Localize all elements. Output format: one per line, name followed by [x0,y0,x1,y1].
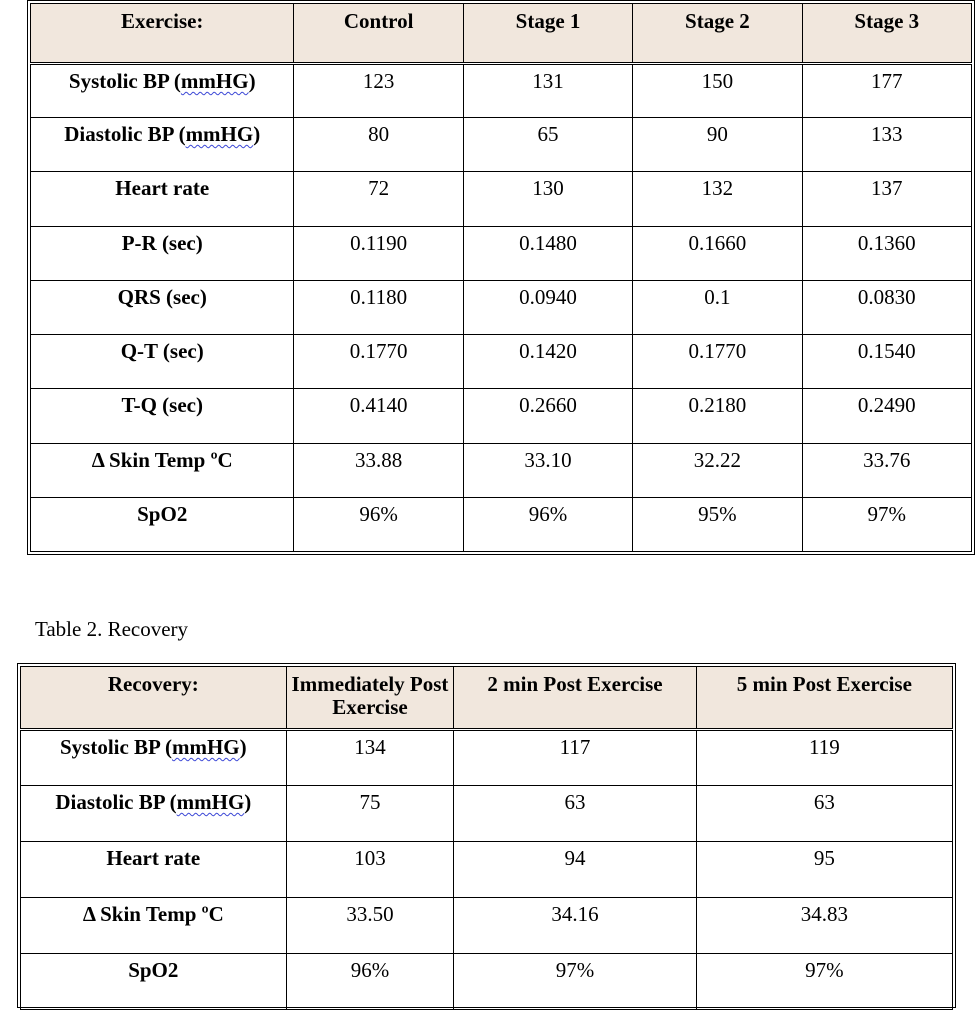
exercise-table [27,0,975,555]
table-cell: 94 [454,842,696,898]
table-cell: 0.1480 [463,226,632,280]
table-cell: 97% [454,954,696,1010]
table-cell: 0.1660 [633,226,802,280]
row-label-text: Δ Skin Temp ºC [91,447,233,472]
row-label-text: Diastolic BP ( [64,122,186,147]
row-label-text: Q-T (sec) [120,339,204,364]
table-row [31,64,972,118]
table-row [31,172,972,226]
row-label-text: Heart rate [106,846,201,870]
table-cell: 0.1540 [802,335,971,389]
table-cell: 0.0830 [802,280,971,334]
table-cell: 0.1770 [294,335,463,389]
table-row [31,335,972,389]
header-stage-2: Stage 2 [633,4,802,64]
table-cell: 65 [463,118,632,172]
row-label [31,118,294,172]
header-2-min-post-exercise: 2 min Post Exercise [454,667,696,730]
table-cell: 97% [802,497,971,551]
table-caption: Table 2. Recovery [35,617,189,641]
table-cell: 0.1190 [294,226,463,280]
row-label-text: Diastolic BP ( [55,790,177,814]
row-label-text: SpO2 [128,958,179,982]
table-cell: 177 [802,64,971,118]
table-cell: 33.50 [286,898,454,954]
table-cell: 0.2180 [633,389,802,443]
header-control: Control [294,4,463,64]
table-cell: 0.1180 [294,280,463,334]
table-cell: 32.22 [633,443,802,497]
row-label-suffix: ) [253,122,261,147]
row-label [31,335,294,389]
table-cell: 97% [696,954,952,1010]
table-row [21,842,953,898]
header-immediately-post-exercise: Immediately Post Exercise [286,667,454,730]
row-label [21,786,287,842]
row-label [31,389,294,443]
table-cell: 117 [454,730,696,786]
table-cell: 95 [696,842,952,898]
table-row [31,118,972,172]
table-row [21,730,953,786]
row-label [31,172,294,226]
row-label-suffix: ) [244,790,252,814]
table-cell: 132 [633,172,802,226]
row-label [21,842,287,898]
table-cell: 33.76 [802,443,971,497]
table-cell: 0.2490 [802,389,971,443]
table-cell: 131 [463,64,632,118]
table-cell: 0.1770 [633,335,802,389]
row-label-text: SpO2 [137,501,188,526]
table-cell: 90 [633,118,802,172]
table-cell: 33.88 [294,443,463,497]
row-label-suffix: ) [239,735,247,759]
row-label [31,443,294,497]
header-stage-1: Stage 1 [463,4,632,64]
table-cell: 0.1360 [802,226,971,280]
header-recovery: Recovery: [21,667,287,730]
table-cell: 34.16 [454,898,696,954]
row-label-text: Heart rate [115,176,210,201]
table-row [31,497,972,551]
row-label [21,954,287,1010]
row-label [21,898,287,954]
row-label-text: P-R (sec) [121,230,203,255]
table-cell: 0.0940 [463,280,632,334]
row-label-text: Δ Skin Temp ºC [82,902,224,926]
row-label [31,64,294,118]
table-cell: 72 [294,172,463,226]
table-cell: 96% [294,497,463,551]
row-label-text: QRS (sec) [117,284,207,309]
table-cell: 137 [802,172,971,226]
table-cell: 133 [802,118,971,172]
table-row [21,954,953,1010]
row-label-unit: mmHG [171,735,240,759]
row-label-unit: mmHG [180,69,249,93]
header-5-min-post-exercise: 5 min Post Exercise [696,667,952,730]
table-cell: 0.1 [633,280,802,334]
table-cell: 0.4140 [294,389,463,443]
row-label [31,226,294,280]
table-row [31,443,972,497]
table-row [21,786,953,842]
row-label-unit: mmHG [185,122,254,147]
table-cell: 75 [286,786,454,842]
row-label-text: T-Q (sec) [121,393,203,418]
table-cell: 0.1420 [463,335,632,389]
header-stage-3: Stage 3 [802,4,971,64]
table-cell: 130 [463,172,632,226]
row-label-text: Systolic BP ( [59,735,172,759]
table-cell: 95% [633,497,802,551]
table-cell: 34.83 [696,898,952,954]
table-cell: 63 [454,786,696,842]
row-label-suffix: ) [248,69,256,93]
table-cell: 119 [696,730,952,786]
row-label [31,280,294,334]
table-row [31,226,972,280]
header-exercise: Exercise: [31,4,294,64]
table-cell: 33.10 [463,443,632,497]
row-label [31,497,294,551]
table-cell: 150 [633,64,802,118]
table-cell: 63 [696,786,952,842]
table-cell: 96% [463,497,632,551]
table-cell: 134 [286,730,454,786]
table-cell: 96% [286,954,454,1010]
table-cell: 0.2660 [463,389,632,443]
row-label [21,730,287,786]
table-cell: 80 [294,118,463,172]
table-cell: 103 [286,842,454,898]
table-row [31,280,972,334]
row-label-text: Systolic BP ( [68,69,181,93]
table-cell: 123 [294,64,463,118]
table-row [31,389,972,443]
row-label-unit: mmHG [176,790,245,814]
table-row [21,898,953,954]
recovery-table [17,663,956,1008]
